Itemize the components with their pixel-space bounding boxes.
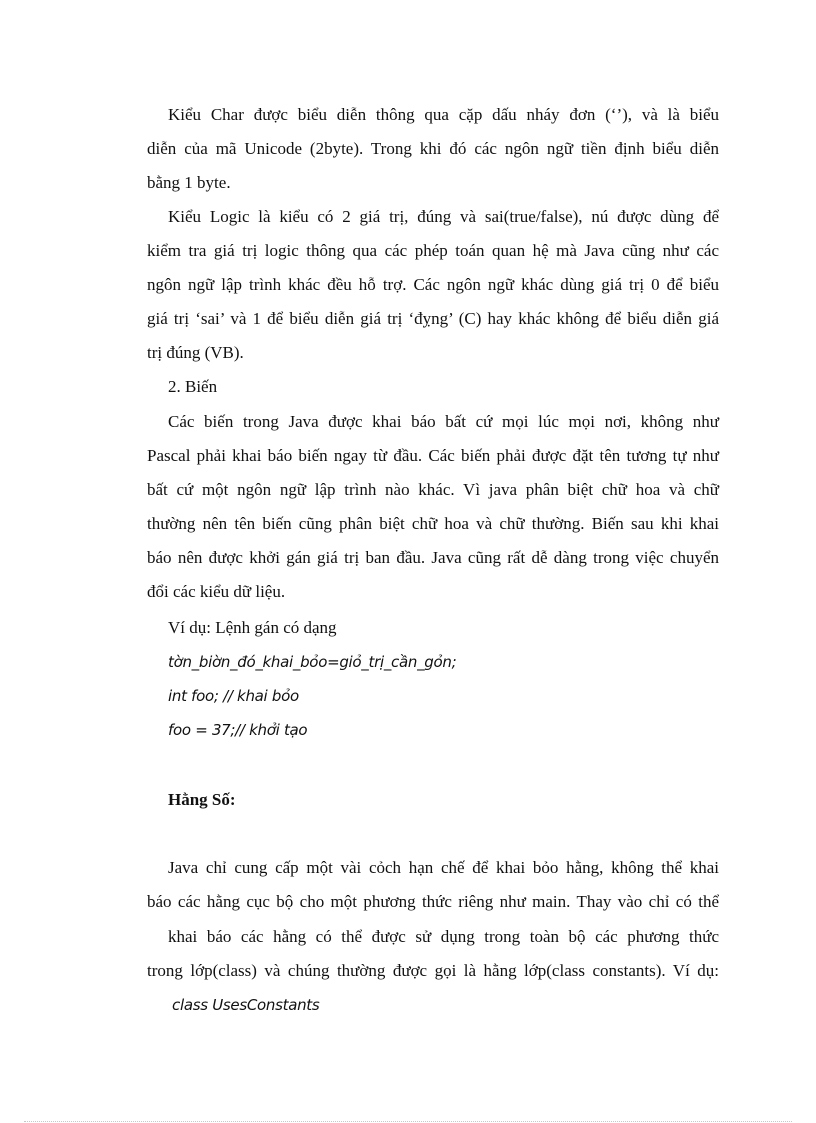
constants-line-1: Java chỉ cung cấp một vài cỏch hạn chế để khai bỏo hằng, không thể khai: [168, 858, 719, 877]
example-intro: Ví dụ: Lệnh gán có dạng: [168, 618, 337, 637]
code-line-assignment: tờn_biờn_đó_khai_bỏo=giỏ_trị_cần_gỏn;: [168, 653, 457, 671]
logic-type-line-2: kiểm tra giá trị logic thông qua các phép toán quan hệ mà Java cũng như các: [147, 241, 719, 260]
section-variables-title: 2. Biến: [168, 377, 218, 396]
variables-line-3: bất cứ một ngôn ngữ lập trình nào khác. Vì java phân biệt chữ hoa và chữ: [147, 480, 719, 499]
logic-type-line-4: giá trị ‘sai’ và 1 để biểu diễn giá trị ‘đỵng’ (C) hay khác không để biểu diễn giá: [147, 309, 719, 328]
code-line-declaration: int foo; // khai bỏo: [168, 687, 299, 705]
variables-line-2: Pascal phải khai báo biến ngay từ đầu. Các biến phải được đặt tên tương tự như: [147, 446, 719, 465]
constants-line-3: khai báo các hằng có thể được sử dụng trong toàn bộ các phương thức: [168, 927, 719, 946]
logic-type-line-5: trị đúng (VB).: [147, 343, 244, 362]
char-type-line-2: diễn của mã Unicode (2byte). Trong khi đó các ngôn ngữ tiền định biểu diễn: [147, 139, 719, 158]
logic-type-line-3: ngôn ngữ lập trình khác đều hỗ trợ. Các ngôn ngữ khác dùng giá trị 0 để biểu: [147, 275, 719, 294]
constants-line-2: báo các hằng cục bộ cho một phương thức riêng như main. Thay vào chỉ có thể: [147, 892, 719, 911]
char-type-line-3: bằng 1 byte.: [147, 173, 231, 192]
variables-line-6: đổi các kiểu dữ liệu.: [147, 582, 286, 601]
code-line-initialization: foo = 37;// khởi tạo: [168, 721, 308, 739]
heading-constants: Hằng Số:: [168, 790, 236, 809]
code-class-declaration: class UsesConstants: [172, 996, 320, 1014]
constants-line-4: trong lớp(class) và chúng thường được gọi là hằng lớp(class constants). Ví dụ:: [147, 961, 719, 980]
page-bottom-divider: [24, 1121, 792, 1122]
variables-line-5: báo nên được khởi gán giá trị ban đầu. Java cũng rất dễ dàng trong việc chuyển: [147, 548, 719, 567]
variables-line-1: Các biến trong Java được khai báo bất cứ mọi lúc mọi nơi, không như: [168, 412, 719, 431]
variables-line-4: thường nên tên biến cũng phân biệt chữ hoa và chữ thường. Biến sau khi khai: [147, 514, 719, 533]
logic-type-line-1: Kiểu Logic là kiểu có 2 giá trị, đúng và sai(true/false), nú được dùng để: [168, 207, 719, 226]
char-type-line-1: Kiểu Char được biểu diễn thông qua cặp dấu nháy đơn (‘’), và là biểu: [168, 105, 719, 124]
